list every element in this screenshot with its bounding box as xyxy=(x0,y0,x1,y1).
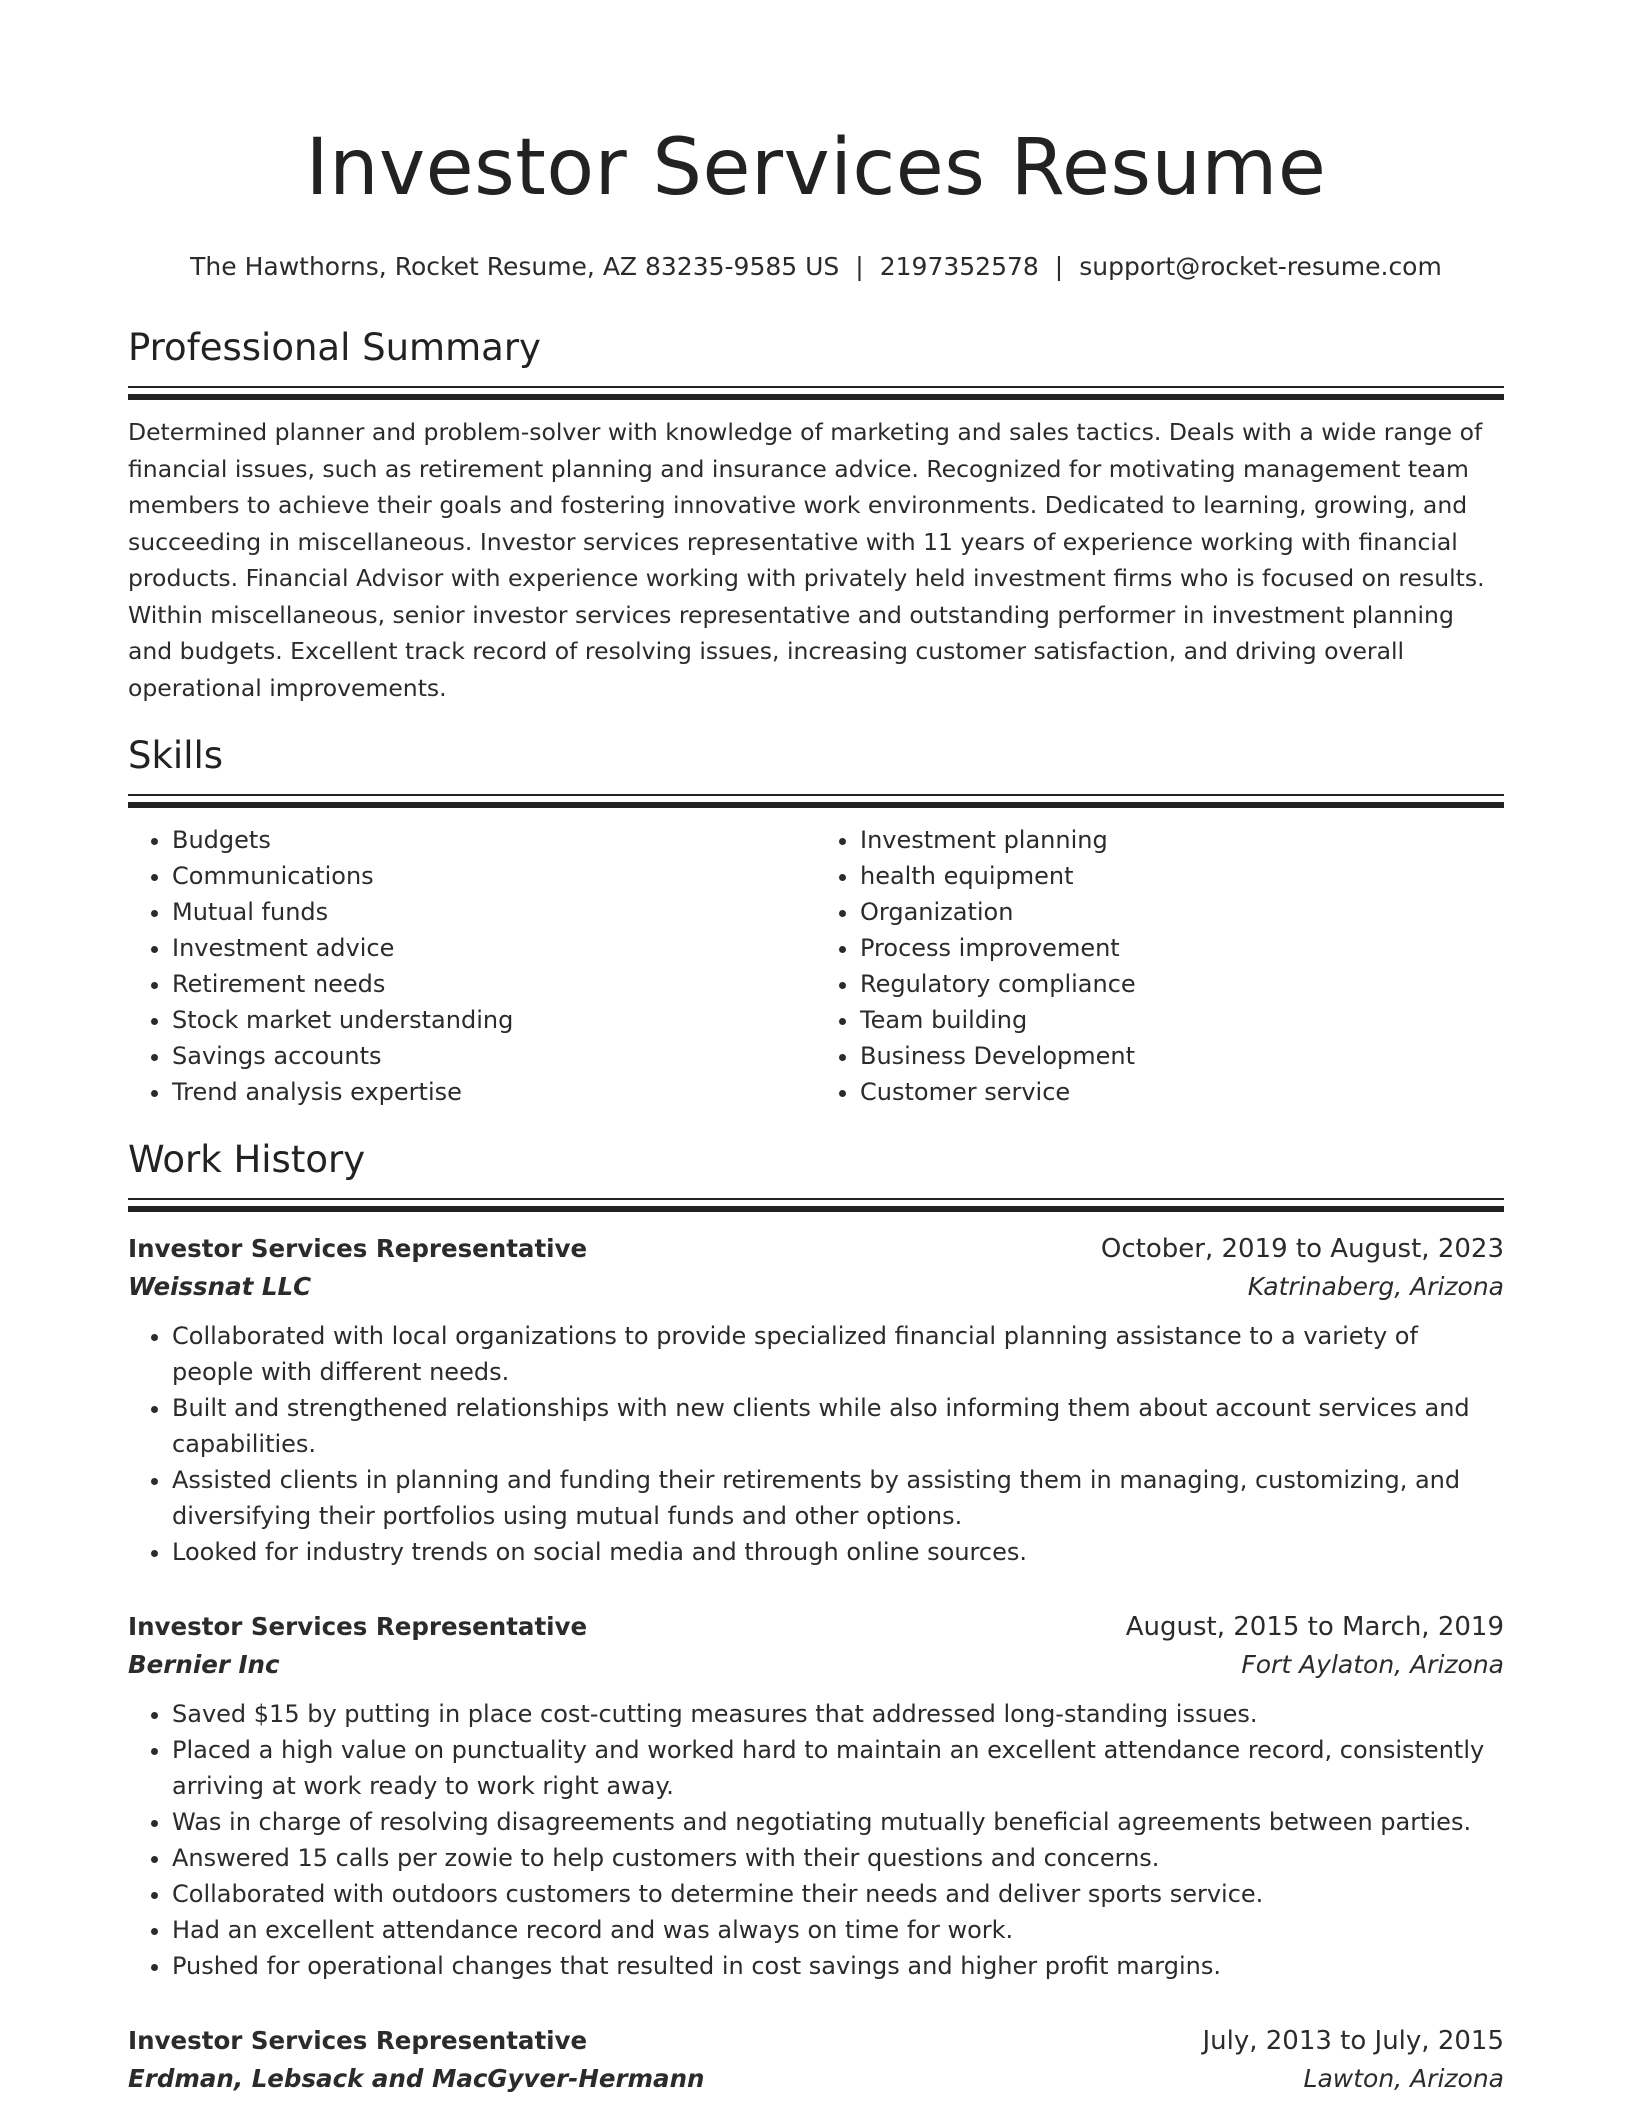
job-bullets xyxy=(128,1318,1504,1570)
job-company: Weissnat LLC xyxy=(128,1272,312,1301)
job-bullet: • Collaborated with outdoors customers to determine their needs and deliver sports service. xyxy=(172,1876,1504,1912)
job-company: Bernier Inc xyxy=(128,1650,280,1679)
job-bullet: • Placed a high value on punctuality and worked hard to maintain an excellent attendance record, consistently arriving at work ready to work right away. xyxy=(172,1732,1504,1804)
job-bullet: • Collaborated with local organizations to provide specialized financial planning assistance to a variety of people with different needs. xyxy=(172,1318,1504,1390)
job-company-row xyxy=(128,1268,1504,1306)
skill-item: • Budgets xyxy=(172,822,816,858)
skills-columns xyxy=(128,822,1504,1110)
skills-list-right xyxy=(816,822,1504,1110)
skill-item: • Team building xyxy=(860,1002,1504,1038)
job-bullet: • Pushed for operational changes that resulted in cost savings and higher profit margins. xyxy=(172,1948,1504,1984)
skill-item: • Retirement needs xyxy=(172,966,816,1002)
skill-item: • Investment planning xyxy=(860,822,1504,858)
skill-item: • Trend analysis expertise xyxy=(172,1074,816,1110)
section-title-summary: Professional Summary xyxy=(128,326,541,369)
job-title: Investor Services Representative xyxy=(128,2026,588,2055)
job-title: Investor Services Representative xyxy=(128,1612,588,1641)
job-dates: October, 2019 to August, 2023 xyxy=(1100,1234,1504,1264)
skill-item: • Customer service xyxy=(860,1074,1504,1110)
job-company-row xyxy=(128,1646,1504,1684)
work-history-section xyxy=(128,1136,1504,2098)
contact-email: support@rocket-resume.com xyxy=(1079,252,1442,281)
job-dates: July, 2013 to July, 2015 xyxy=(1202,2026,1504,2056)
job-entry xyxy=(128,1608,1504,1984)
skill-item: • Organization xyxy=(860,894,1504,930)
job-entry xyxy=(128,2022,1504,2098)
contact-address: The Hawthorns, Rocket Resume, AZ 83235-9585 US xyxy=(190,252,840,281)
job-company: Erdman, Lebsack and MacGyver-Hermann xyxy=(128,2064,705,2093)
skill-item: • Business Development xyxy=(860,1038,1504,1074)
skill-item: • Investment advice xyxy=(172,930,816,966)
contact-phone: 2197352578 xyxy=(879,252,1039,281)
job-bullet: • Had an excellent attendance record and was always on time for work. xyxy=(172,1912,1504,1948)
skills-section xyxy=(128,732,1504,1110)
job-bullet: • Saved $15 by putting in place cost-cutting measures that addressed long-standing issues. xyxy=(172,1696,1504,1732)
job-entry xyxy=(128,1230,1504,1570)
section-divider xyxy=(128,386,1504,400)
skill-item: • Communications xyxy=(172,858,816,894)
section-divider xyxy=(128,794,1504,808)
job-header-row xyxy=(128,1608,1504,1646)
skill-item: • health equipment xyxy=(860,858,1504,894)
skill-item: • Stock market understanding xyxy=(172,1002,816,1038)
job-location: Fort Aylaton, Arizona xyxy=(1241,1650,1504,1679)
skill-item: • Mutual funds xyxy=(172,894,816,930)
job-dates: August, 2015 to March, 2019 xyxy=(1125,1612,1504,1642)
summary-text: Determined planner and problem-solver with knowledge of marketing and sales tactics. Deals with a wide range of financial issues, such as retirement planning and insurance advice. Recognized for motivating management team members to achieve their goals and fostering innovative work environments. Dedicated to learning, growing, and succeeding in miscellaneous. Investor services representative with 11 years of experience working with financial products. Financial Advisor with experience working with privately held investment firms who is focused on results. Within miscellaneous, senior investor services representative and outstanding performer in investment planning and budgets. Excellent track record of resolving issues, increasing customer satisfaction, and driving overall operational improvements. xyxy=(128,418,1485,702)
skill-item: • Regulatory compliance xyxy=(860,966,1504,1002)
job-bullet: • Assisted clients in planning and funding their retirements by assisting them in managing, customizing, and diversifying their portfolios using mutual funds and other options. xyxy=(172,1462,1504,1534)
job-title: Investor Services Representative xyxy=(128,1234,588,1263)
skills-list-left xyxy=(128,822,816,1110)
section-divider xyxy=(128,1198,1504,1212)
job-bullet: • Was in charge of resolving disagreements and negotiating mutually beneficial agreements between parties. xyxy=(172,1804,1504,1840)
job-location: Katrinaberg, Arizona xyxy=(1247,1272,1504,1301)
contact-separator: | xyxy=(855,252,864,281)
job-header-row xyxy=(128,2022,1504,2060)
job-bullet: • Answered 15 calls per zowie to help customers with their questions and concerns. xyxy=(172,1840,1504,1876)
contact-separator: | xyxy=(1054,252,1064,281)
job-location: Lawton, Arizona xyxy=(1303,2064,1504,2093)
job-bullet: • Built and strengthened relationships with new clients while also informing them about account services and capabilities. xyxy=(172,1390,1504,1462)
contact-line xyxy=(128,250,1504,284)
skill-item: • Process improvement xyxy=(860,930,1504,966)
section-title-skills: Skills xyxy=(128,734,224,777)
summary-section xyxy=(128,324,1504,706)
resume-title: Investor Services Resume xyxy=(305,123,1327,213)
job-bullet: • Looked for industry trends on social media and through online sources. xyxy=(172,1534,1504,1570)
section-title-work-history: Work History xyxy=(128,1138,366,1181)
skill-item: • Savings accounts xyxy=(172,1038,816,1074)
job-company-row xyxy=(128,2060,1504,2098)
job-bullets xyxy=(128,1696,1504,1984)
job-header-row xyxy=(128,1230,1504,1268)
